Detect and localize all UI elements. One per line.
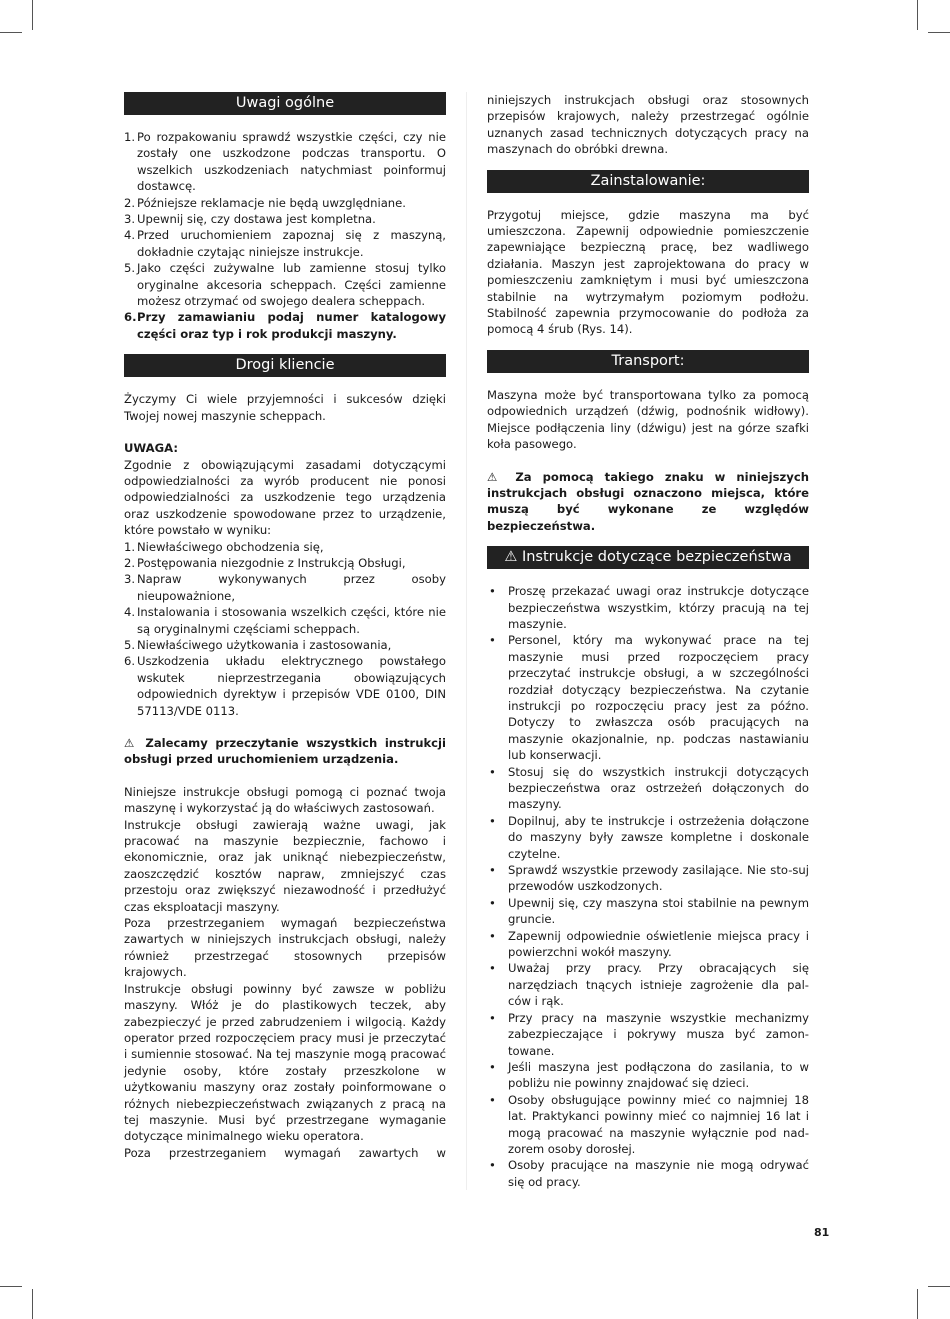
bullet-icon: • bbox=[489, 633, 496, 648]
crop-mark bbox=[32, 0, 33, 30]
uwaga-text: Zgodnie z obowiązującymi zasadami dotyczącymi odpowiedzialności za wyrób producent nie ponosi odpowiedzialności za uszkodzenie tego urządzenia oraz uszkodzenie spowodowane przez to urządzenie, które powstało w wyniku: bbox=[124, 457, 446, 538]
right-column bbox=[487, 92, 809, 1190]
bullet-icon: • bbox=[489, 928, 496, 943]
list-item: 6. Przy zamawianiu podaj numer katalogowy części oraz typ i rok produkcji maszyny. bbox=[124, 310, 446, 341]
warning-icon: ⚠ bbox=[124, 736, 138, 750]
list-item: • Zapewnij odpowiednie oświetlenie miejsca pracy i powierzchni wokół maszyny. bbox=[489, 928, 809, 960]
column-divider bbox=[466, 92, 467, 1190]
recommendation-text: ⚠ Zalecamy przeczytanie wszystkich instrukcji obsługi przed uruchomieniem urządzenia. bbox=[124, 736, 446, 767]
list-item: • Jeśli maszyna jest podłączona do zasilania, to w pobliżu nie powinny znajdować się dzieci. bbox=[489, 1059, 809, 1091]
list-item: • Sprawdź wszystkie przewody zasilające. Nie sto-suj przewodów uszkodzonych. bbox=[489, 863, 809, 894]
transport-text: Maszyna może być transportowana tylko za pomocą odpowiednich urządzeń (dźwig, podnośnik widłowy). Miejsce podłączenia liny (dźwigu) jest na górze szafki koła pasowego. bbox=[487, 387, 809, 452]
list-item: 1. Niewłaściwego obchodzenia się, bbox=[124, 539, 324, 554]
bullet-icon: • bbox=[489, 863, 496, 878]
section-header-zainstalowanie: Zainstalowanie: bbox=[487, 170, 809, 193]
uwaga-label: UWAGA: bbox=[124, 441, 178, 456]
crop-mark bbox=[32, 1289, 33, 1319]
warning-icon: ⚠ bbox=[504, 549, 518, 566]
section-header-transport: Transport: bbox=[487, 350, 809, 373]
crop-mark bbox=[0, 32, 22, 33]
list-item: 2. Postępowania niezgodnie z Instrukcją Obsługi, bbox=[124, 555, 406, 570]
list-item: 4. Przed uruchomieniem zapoznaj się z maszyną, dokładnie czytając niniejsze instrukcje. bbox=[124, 228, 446, 259]
list-item: • Uważaj przy pracy. Przy obracających się narzędziach tnących istnieje zagrożenie dla pal-ców i rąk. bbox=[489, 961, 809, 1009]
list-item: • Przy pracy na maszynie wszystkie mechanizmy zabezpieczające i pokrywy musza być zamon-towane. bbox=[489, 1010, 809, 1058]
page-number: 81 bbox=[814, 1226, 830, 1239]
list-item: • Dopilnuj, aby te instrukcje i ostrzeżenia dołączone do maszyny były zawsze kompletne i doskonale czytelne. bbox=[489, 813, 809, 861]
paragraph: Poza przestrzeganiem wymagań bezpieczeństwa zawartych w niniejszych instrukcjach obsługi, należy również przestrzegać stosownych przepisów krajowych. bbox=[124, 916, 446, 980]
list-item: • Proszę przekazać uwagi oraz instrukcje dotyczące bezpieczeństwa wszystkim, którzy pracują na tej maszynie. bbox=[489, 584, 809, 631]
list-item: • Upewnij się, czy maszyna stoi stabilnie na pewnym gruncie. bbox=[489, 895, 809, 927]
list-item: 5. Niewłaściwego użytkowania i zastosowania, bbox=[124, 637, 392, 652]
bullet-icon: • bbox=[489, 764, 496, 779]
crop-mark bbox=[917, 1289, 918, 1319]
list-item: 3. Upewnij się, czy dostawa jest kompletna. bbox=[124, 212, 376, 227]
intro-text: Życzymy Ci wiele przyjemności i sukcesów dzięki Twojej nowej maszynie scheppach. bbox=[124, 392, 446, 423]
list-item: 2. Późniejsze reklamacje nie będą uwzględniane. bbox=[124, 195, 406, 210]
bullet-icon: • bbox=[489, 813, 496, 828]
section-header-uwagi: Uwagi ogólne bbox=[124, 92, 446, 115]
list-item: • Personel, który ma wykonywać prace na tej maszynie musi przed rozpoczęciem pracy przeczytać instrukcje obsługi, a w szczególności rozdział dotyczący bezpieczeństwa. Na czytanie instrukcji po rozpoczęciu pracy jest za późno. Dotyczy to zwłaszcza osób pracujących na maszynie okazjonalnie, np. podczas nastawianiu lub konserwacji. bbox=[489, 633, 809, 763]
warning-sign-text: ⚠ Za pomocą takiego znaku w niniejszych instrukcjach obsługi oznaczono miejsca, które muszą być wykonane ze względów bezpieczeństwa. bbox=[487, 469, 809, 533]
list-item: 5. Jako części zużywalne lub zamienne stosuj tylko oryginalne akcesoria scheppach. Części zamienne możesz otrzymać od swojego dealera scheppach. bbox=[124, 261, 446, 309]
bullet-icon: • bbox=[489, 895, 496, 910]
list-item: • Osoby obsługujące powinny mieć co najmniej 18 lat. Praktykanci powinny mieć co najmniej 16 lat i mogą pracować na maszynie wyłącznie pod nad-zorem osoby dorosłej. bbox=[489, 1092, 809, 1156]
section-header-safety: ⚠ Instrukcje dotyczące bezpieczeństwa bbox=[487, 546, 809, 569]
bullet-icon: • bbox=[489, 1092, 496, 1107]
crop-mark bbox=[928, 32, 950, 33]
list-item: 4. Instalowania i stosowania wszelkich części, które nie są oryginalnymi częściami scheppach. bbox=[124, 605, 446, 636]
installation-text: Przygotuj miejsce, gdzie maszyna ma być umieszczona. Zapewnij odpowiednie pomieszczenie zapewniające bezpieczną pracę, bez wadliwego działania. Maszyn jest zaprojektowana do pracy w pomieszczeniu zamkniętym i musi być umieszczona stabilnie na wytrzymałym poziomym podłożu. Stabilność zapewnia przymocowanie do podłoża za pomocą 4 śrub (Rys. 14). bbox=[487, 207, 809, 337]
bullet-icon: • bbox=[489, 1158, 496, 1173]
crop-mark bbox=[928, 1286, 950, 1287]
list-item: • Stosuj się do wszystkich instrukcji dotyczących bezpieczeństwa oraz ostrzeżeń dołączonych do maszyny. bbox=[489, 764, 809, 812]
list-item: 3. Napraw wykonywanych przez osoby nieupoważnione, bbox=[124, 572, 446, 603]
crop-mark bbox=[917, 0, 918, 30]
paragraph: Niniejsze instrukcje obsługi pomogą ci poznać twoja maszynę i wykorzystać ją do właściwych zastosowań. bbox=[124, 784, 446, 816]
crop-mark bbox=[0, 1286, 22, 1287]
paragraph: Instrukcje obsługi zawierają ważne uwagi, jak pracować na maszynie bezpiecznie, fachowo i ekonomicznie, oraz jak uniknąć niebezpieczeństw, zaoszczędzić kosztów napraw, zmniejszyć czas przestoju oraz zwiększyć niezawodność i przedłużyć czas eksploatacji maszyny. bbox=[124, 817, 446, 914]
section-header-drogi: Drogi kliencie bbox=[124, 354, 446, 377]
safety-list bbox=[487, 583, 809, 1190]
list-item: • Osoby pracujące na maszynie nie mogą odrywać się od pracy. bbox=[489, 1158, 809, 1189]
bullet-icon: • bbox=[489, 1059, 496, 1074]
paragraph: Poza przestrzeganiem wymagań zawartych w bbox=[124, 1145, 446, 1160]
liability-list bbox=[124, 539, 446, 719]
warning-icon: ⚠ bbox=[487, 469, 505, 484]
list-item: 6. Uszkodzenia układu elektrycznego powstałego wskutek nieprzestrzegania obowiązujących odpowiednich dyrektyw i przepisów VDE 0100, DIN 57113/VDE 0113. bbox=[124, 654, 446, 718]
continued-text: niniejszych instrukcjach obsługi oraz stosownych przepisów krajowych, należy przestrzegać ogólnie uznanych zasad technicznych dotyczących pracy na maszynach do obróbki drewna. bbox=[487, 93, 809, 157]
list-item: 1. Po rozpakowaniu sprawdź wszystkie części, czy nie zostały one uszkodzone podczas transportu. O wszelkich uszkodzeniach natychmiast poinformuj dostawcę. bbox=[124, 130, 446, 194]
paragraph: Instrukcje obsługi powinny być zawsze w pobliżu maszyny. Włóż je do plastikowych teczek, aby zabezpieczyć je przed zabrudzeniem i wilgocią. Każdy operator przed rozpoczęciem pracy musi je przeczytać i sumiennie stosować. Na tej maszynie mogą pracować jedynie osoby, które zostały przeszkolone w użytkowaniu maszyny oraz zostały poinformowane o różnych niebezpieczeństwach związanych z pracą na tej maszynie. Musi być przestrzegane wymaganie dotyczące minimalnego wieku operatora. bbox=[124, 981, 446, 1144]
general-notes-list bbox=[124, 129, 446, 342]
left-column bbox=[124, 92, 446, 1161]
bullet-icon: • bbox=[489, 961, 496, 976]
bullet-icon: • bbox=[489, 1010, 496, 1025]
bullet-icon: • bbox=[489, 584, 496, 599]
